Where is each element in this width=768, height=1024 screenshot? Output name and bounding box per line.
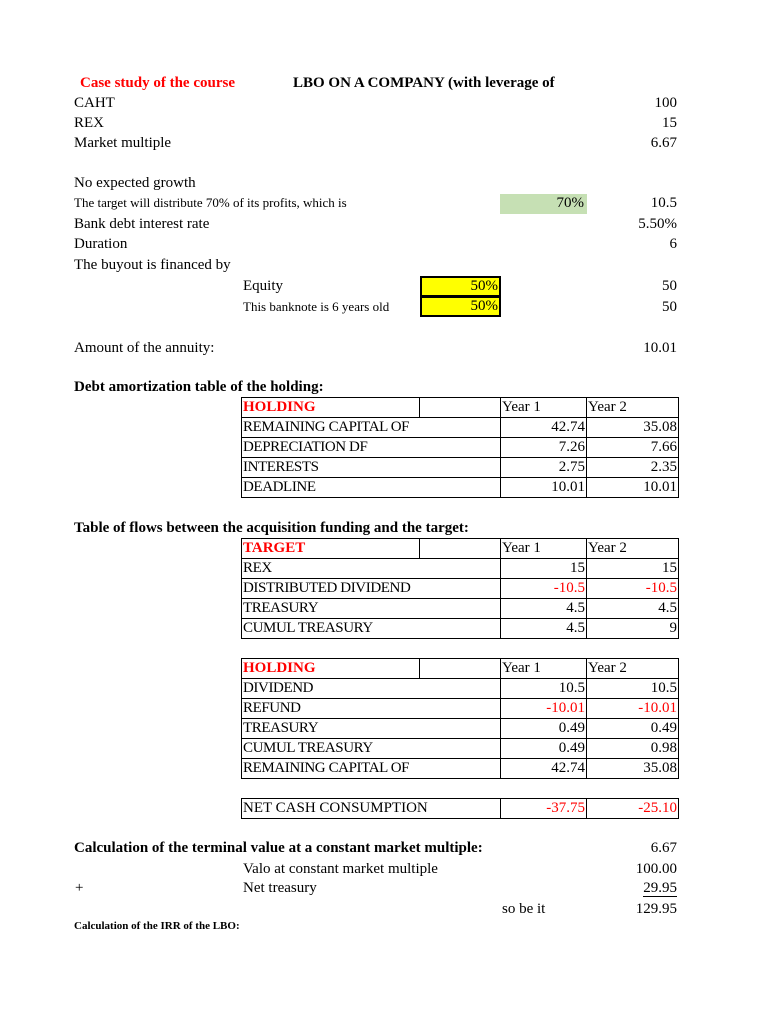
year2-value: 2.35	[587, 458, 679, 478]
year2-value: 35.08	[587, 418, 679, 438]
irr-heading: Calculation of the IRR of the LBO:	[74, 920, 240, 932]
year1-value: -10.5	[501, 579, 587, 599]
column-header-year1: Year 1	[501, 398, 587, 418]
holding-table	[241, 658, 679, 779]
equity-pct: 50%	[470, 278, 498, 294]
table-title: HOLDING	[242, 398, 420, 418]
banknote-label: This banknote is 6 years old	[243, 299, 390, 314]
row-label: CUMUL TREASURY	[242, 619, 501, 639]
row-label: CUMUL TREASURY	[242, 739, 501, 759]
target-table	[241, 538, 679, 639]
table-cell	[420, 659, 501, 679]
year1-value: -37.75	[501, 799, 587, 819]
year1-value: 10.01	[501, 478, 587, 498]
plus-sign: +	[75, 880, 84, 896]
year1-value: 2.75	[501, 458, 587, 478]
table-row	[242, 759, 679, 779]
table-header-row	[242, 539, 679, 559]
year2-value: -25.10	[587, 799, 679, 819]
table-row	[242, 559, 679, 579]
year1-value: 7.26	[501, 438, 587, 458]
year2-value: 7.66	[587, 438, 679, 458]
rex-label: REX	[74, 115, 104, 131]
caht-value: 100	[654, 95, 677, 111]
table-header-row	[242, 398, 679, 418]
year2-value: 9	[587, 619, 679, 639]
market-multiple-label: Market multiple	[74, 135, 172, 151]
terminal-heading: Calculation of the terminal value at a constant market multiple:	[74, 840, 483, 856]
year2-value: 0.49	[587, 719, 679, 739]
column-header-year2: Year 2	[587, 659, 679, 679]
year2-value: 4.5	[587, 599, 679, 619]
year2-value: 15	[587, 559, 679, 579]
column-header-year1: Year 1	[501, 539, 587, 559]
year1-value: 0.49	[501, 719, 587, 739]
rate-value: 5.50%	[638, 216, 677, 232]
terminal-multiple-value: 6.67	[650, 840, 677, 856]
table-row	[242, 599, 679, 619]
year2-value: 0.98	[587, 739, 679, 759]
amortization-table	[241, 397, 679, 498]
table-cell	[420, 398, 501, 418]
growth-label: No expected growth	[74, 175, 196, 191]
table-cell	[420, 539, 501, 559]
column-header-year2: Year 2	[587, 539, 679, 559]
distribute-label: The target will distribute 70% of its profits, which is	[74, 195, 347, 210]
valo-value: 100.00	[635, 861, 677, 877]
row-label: NET CASH CONSUMPTION	[242, 799, 501, 819]
table-row	[242, 799, 679, 819]
duration-value: 6	[669, 236, 677, 252]
year1-value: 4.5	[501, 619, 587, 639]
amortization-heading: Debt amortization table of the holding:	[74, 379, 324, 395]
net-treasury-label: Net treasury	[243, 880, 317, 896]
distribute-value: 10.5	[650, 195, 677, 211]
equity-label: Equity	[243, 278, 283, 294]
annuity-label: Amount of the annuity:	[74, 340, 215, 356]
annuity-value: 10.01	[643, 340, 677, 356]
table-header-row	[242, 659, 679, 679]
row-label: TREASURY	[242, 719, 501, 739]
table-row	[242, 719, 679, 739]
row-label: REFUND	[242, 699, 501, 719]
row-label: INTERESTS	[242, 458, 501, 478]
year1-value: 15	[501, 559, 587, 579]
row-label: REMAINING CAPITAL OF	[242, 759, 501, 779]
banknote-pct: 50%	[470, 298, 498, 314]
flows-heading: Table of flows between the acquisition funding and the target:	[74, 520, 469, 536]
rate-label: Bank debt interest rate	[74, 216, 210, 232]
column-header-year2: Year 2	[587, 398, 679, 418]
table-row	[242, 458, 679, 478]
table-row	[242, 579, 679, 599]
market-multiple-value: 6.67	[650, 135, 677, 151]
table-row	[242, 438, 679, 458]
table-title: TARGET	[242, 539, 420, 559]
column-header-year1: Year 1	[501, 659, 587, 679]
year2-value: 10.01	[587, 478, 679, 498]
table-row	[242, 478, 679, 498]
rex-value: 15	[662, 115, 677, 131]
equity-value: 50	[662, 278, 677, 294]
row-label: REX	[242, 559, 501, 579]
case-study-label: Case study of the course	[80, 75, 235, 91]
table-row	[242, 619, 679, 639]
row-label: DEPRECIATION DF	[242, 438, 501, 458]
year2-value: -10.01	[587, 699, 679, 719]
year1-value: 10.5	[501, 679, 587, 699]
year1-value: 42.74	[501, 418, 587, 438]
table-title: HOLDING	[242, 659, 420, 679]
sobeit-label: so be it	[502, 901, 546, 917]
net-treasury-value: 29.95	[643, 880, 677, 896]
row-label: TREASURY	[242, 599, 501, 619]
year2-value: 35.08	[587, 759, 679, 779]
row-label: DIVIDEND	[242, 679, 501, 699]
table-row	[242, 418, 679, 438]
page-title: LBO ON A COMPANY (with leverage of	[293, 75, 555, 91]
year1-value: 0.49	[501, 739, 587, 759]
year2-value: 10.5	[587, 679, 679, 699]
table-row	[242, 699, 679, 719]
year2-value: -10.5	[587, 579, 679, 599]
caht-label: CAHT	[74, 95, 115, 111]
duration-label: Duration	[74, 236, 128, 252]
distribute-pct: 70%	[556, 195, 584, 211]
row-label: DEADLINE	[242, 478, 501, 498]
net-cash-table	[241, 798, 679, 819]
sobeit-value: 129.95	[635, 901, 677, 917]
year1-value: 4.5	[501, 599, 587, 619]
row-label: REMAINING CAPITAL OF	[242, 418, 501, 438]
table-row	[242, 679, 679, 699]
year1-value: -10.01	[501, 699, 587, 719]
valo-label: Valo at constant market multiple	[243, 861, 438, 877]
financed-label: The buyout is financed by	[74, 257, 231, 273]
banknote-value: 50	[662, 299, 677, 315]
year1-value: 42.74	[501, 759, 587, 779]
table-row	[242, 739, 679, 759]
row-label: DISTRIBUTED DIVIDEND	[242, 579, 501, 599]
